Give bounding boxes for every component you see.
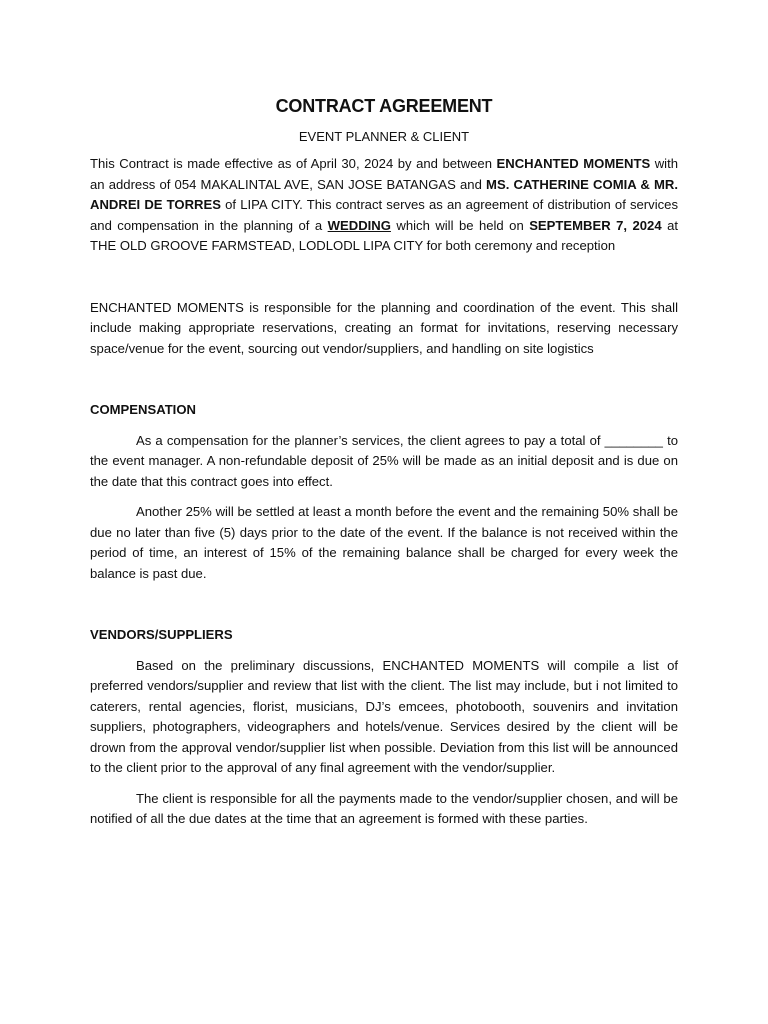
intro-text-4: which will be held on	[390, 217, 530, 233]
responsibility-paragraph: ENCHANTED MOMENTS is responsible for the planning and coordination of the event. This shall include making appropriate reservations, creating an format for invitations, reserving necessary space/venue for the event, sourcing out vendor/suppliers, and handling on site logistics	[90, 299, 678, 356]
client-names: MS. CATHERINE COMIA & MR. ANDREI DE TORRES	[90, 176, 678, 212]
compensation-paragraph-2: Another 25% will be settled at least a month before the event and the remaining 50% shall be due no later than five (5) days prior to the date of the event. If the balance is not received within the period of time, an interest of 15% of the remaining balance shall be charged for every week the balance is past due.	[90, 504, 678, 581]
planner-name: ENCHANTED MOMENTS	[496, 156, 651, 171]
document-title: CONTRACT AGREEMENT	[275, 96, 493, 116]
vendors-paragraph-1: Based on the preliminary discussions, ENCHANTED MOMENTS will compile a list of preferred vendors/supplier and review that list with the client. The list may include, but i not limited to caterers, rental agencies, florist, musicians, DJ’s emcees, photobooth, souvenirs and invitation suppliers, photographers, videographers and hotels/venue. Services desired by the client will be drown from the approval vendor/supplier list when possible. Deviation from this list will be announced to the client prior to the approval of any final agreement with the vendor/supplier.	[90, 657, 678, 775]
intro-text-2: with an address of 054 MAKALINTAL AVE, SAN JOSE BATANGAS and	[90, 156, 678, 192]
document-subtitle: EVENT PLANNER & CLIENT	[298, 129, 470, 144]
compensation-heading: COMPENSATION	[90, 402, 196, 417]
event-type: WEDDING	[327, 217, 391, 233]
event-date: SEPTEMBER 7, 2024	[529, 217, 662, 233]
intro-text-3: of LIPA CITY. This contract serves as an agreement of distribution of services and compensation in the planning of a	[90, 197, 678, 233]
compensation-paragraph-1: As a compensation for the planner’s services, the client agrees to pay a total of ________ to the event manager. A non-refundable deposit of 25% will be made as an initial deposit and is due on the date that this contract goes into effect.	[90, 432, 678, 489]
intro-text-1: This Contract is made effective as of April 30, 2024 by and between	[90, 156, 497, 171]
vendors-paragraph-2: The client is responsible for all the payments made to the vendor/supplier chosen, and will be notified of all the due dates at the time that an agreement is formed with these parties.	[90, 790, 678, 826]
intro-text-5: at THE OLD GROOVE FARMSTEAD, LODLODL LIPA CITY for both ceremony and reception	[90, 217, 678, 253]
intro-paragraph	[90, 154, 678, 257]
vendors-heading: VENDORS/SUPPLIERS	[90, 627, 233, 642]
